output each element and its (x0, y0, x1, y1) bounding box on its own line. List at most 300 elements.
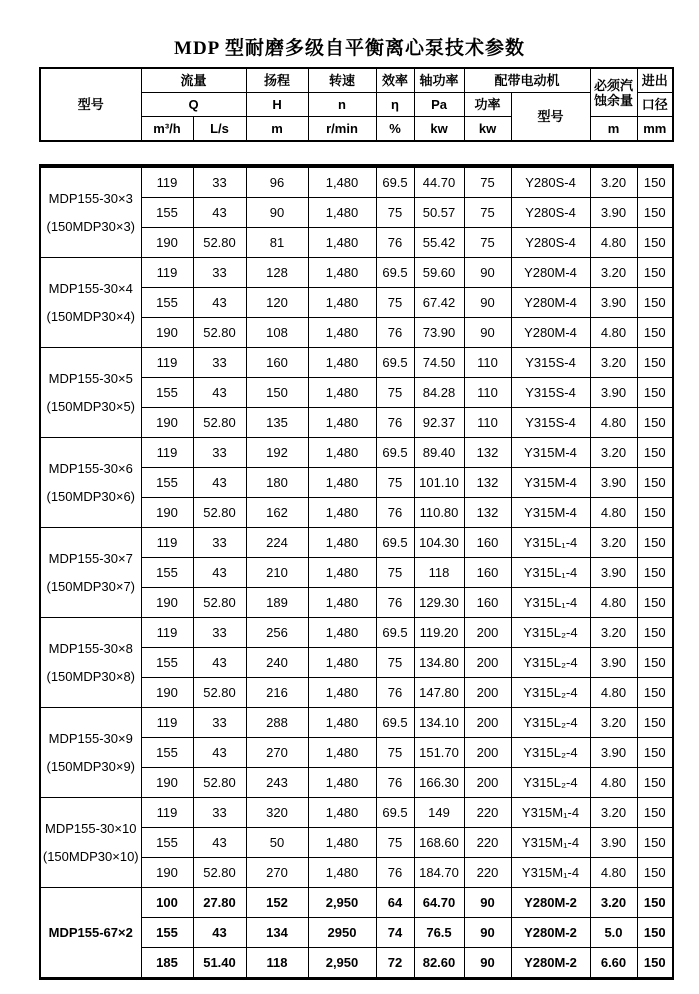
cell-port-mm: 150 (637, 258, 673, 288)
cell-npsh-m: 3.20 (590, 528, 637, 558)
cell-motor-power-kw: 132 (464, 498, 511, 528)
cell-flow-ls: 52.80 (193, 678, 246, 708)
cell-speed-rpm: 1,480 (308, 318, 376, 348)
cell-flow-m3h: 190 (141, 858, 193, 888)
cell-port-mm: 150 (637, 888, 673, 918)
cell-efficiency-pct: 76 (376, 858, 414, 888)
model-name: MDP155-30×6 (48, 460, 133, 476)
cell-head-m: 81 (246, 228, 308, 258)
cell-motor-power-kw: 220 (464, 798, 511, 828)
model-alt-name: (150MDP30×9) (46, 758, 136, 774)
cell-motor-power-kw: 220 (464, 828, 511, 858)
cell-speed-rpm: 1,480 (308, 198, 376, 228)
header-efficiency-symbol: η (376, 93, 414, 117)
cell-port-mm: 150 (637, 588, 673, 618)
cell-flow-m3h: 190 (141, 318, 193, 348)
cell-flow-ls: 43 (193, 198, 246, 228)
cell-motor-power-kw: 200 (464, 708, 511, 738)
cell-flow-ls: 52.80 (193, 498, 246, 528)
cell-flow-ls: 33 (193, 166, 246, 198)
header-efficiency-label: 效率 (376, 68, 414, 93)
cell-flow-ls: 33 (193, 438, 246, 468)
cell-motor-model: Y280M-4 (511, 318, 590, 348)
cell-motor-power-kw: 160 (464, 528, 511, 558)
header-npsh-line1: 必须汽 (594, 77, 634, 93)
cell-port-mm: 150 (637, 288, 673, 318)
cell-speed-rpm: 1,480 (308, 348, 376, 378)
header-head-label: 扬程 (246, 68, 308, 93)
cell-head-m: 320 (246, 798, 308, 828)
cell-motor-power-kw: 75 (464, 228, 511, 258)
cell-flow-ls: 33 (193, 528, 246, 558)
cell-port-mm: 150 (637, 378, 673, 408)
cell-flow-m3h: 119 (141, 618, 193, 648)
cell-efficiency-pct: 76 (376, 498, 414, 528)
cell-efficiency-pct: 69.5 (376, 438, 414, 468)
cell-motor-power-kw: 110 (464, 348, 511, 378)
cell-shaft-power-kw: 50.57 (414, 198, 464, 228)
cell-motor-model: Y280M-4 (511, 258, 590, 288)
header-motor-power-unit: kw (464, 117, 511, 142)
cell-shaft-power-kw: 147.80 (414, 678, 464, 708)
cell-efficiency-pct: 69.5 (376, 258, 414, 288)
cell-motor-model: Y315M₁-4 (511, 828, 590, 858)
cell-flow-ls: 52.80 (193, 588, 246, 618)
model-cell (40, 438, 141, 528)
cell-flow-ls: 43 (193, 378, 246, 408)
cell-motor-model: Y315M-4 (511, 498, 590, 528)
model-cell (40, 258, 141, 348)
cell-npsh-m: 3.90 (590, 378, 637, 408)
cell-speed-rpm: 1,480 (308, 858, 376, 888)
cell-port-mm: 150 (637, 738, 673, 768)
header-model-label: 型号 (40, 68, 141, 141)
cell-flow-m3h: 119 (141, 166, 193, 198)
model-name: MDP155-30×5 (48, 370, 133, 386)
cell-motor-power-kw: 200 (464, 648, 511, 678)
cell-shaft-power-kw: 104.30 (414, 528, 464, 558)
cell-speed-rpm: 1,480 (308, 738, 376, 768)
cell-efficiency-pct: 76 (376, 228, 414, 258)
cell-npsh-m: 3.20 (590, 348, 637, 378)
cell-npsh-m: 5.0 (590, 918, 637, 948)
cell-efficiency-pct: 69.5 (376, 528, 414, 558)
cell-flow-m3h: 119 (141, 528, 193, 558)
cell-speed-rpm: 1,480 (308, 438, 376, 468)
header-head-unit: m (246, 117, 308, 142)
cell-motor-power-kw: 160 (464, 558, 511, 588)
cell-port-mm: 150 (637, 166, 673, 198)
cell-flow-m3h: 119 (141, 708, 193, 738)
cell-npsh-m: 3.90 (590, 738, 637, 768)
cell-efficiency-pct: 75 (376, 288, 414, 318)
cell-motor-power-kw: 200 (464, 678, 511, 708)
cell-shaft-power-kw: 73.90 (414, 318, 464, 348)
cell-efficiency-pct: 64 (376, 888, 414, 918)
cell-port-mm: 150 (637, 228, 673, 258)
model-cell (40, 798, 141, 888)
cell-port-mm: 150 (637, 348, 673, 378)
header-npsh-unit: m (590, 117, 637, 142)
pump-table-body (40, 166, 673, 979)
cell-motor-model: Y315M₁-4 (511, 858, 590, 888)
header-efficiency-unit: % (376, 117, 414, 142)
cell-flow-ls: 52.80 (193, 768, 246, 798)
cell-port-mm: 150 (637, 408, 673, 438)
cell-motor-model: Y315L₂-4 (511, 648, 590, 678)
header-npsh-line2: 蚀余量 (594, 92, 634, 108)
cell-flow-ls: 43 (193, 918, 246, 948)
cell-npsh-m: 3.90 (590, 828, 637, 858)
cell-speed-rpm: 2950 (308, 918, 376, 948)
cell-speed-rpm: 1,480 (308, 648, 376, 678)
cell-port-mm: 150 (637, 318, 673, 348)
cell-head-m: 152 (246, 888, 308, 918)
header-motor-model-label: 型号 (511, 93, 590, 142)
cell-efficiency-pct: 69.5 (376, 798, 414, 828)
cell-motor-power-kw: 132 (464, 438, 511, 468)
cell-shaft-power-kw: 110.80 (414, 498, 464, 528)
cell-speed-rpm: 1,480 (308, 408, 376, 438)
model-cell (40, 618, 141, 708)
cell-motor-power-kw: 160 (464, 588, 511, 618)
cell-motor-model: Y280M-2 (511, 948, 590, 979)
cell-shaft-power-kw: 74.50 (414, 348, 464, 378)
cell-flow-ls: 52.80 (193, 318, 246, 348)
cell-head-m: 90 (246, 198, 308, 228)
model-name: MDP155-30×4 (48, 280, 133, 296)
cell-efficiency-pct: 69.5 (376, 166, 414, 198)
cell-flow-m3h: 155 (141, 828, 193, 858)
cell-shaft-power-kw: 134.80 (414, 648, 464, 678)
cell-npsh-m: 3.20 (590, 888, 637, 918)
cell-npsh-m: 4.80 (590, 318, 637, 348)
cell-npsh-m: 6.60 (590, 948, 637, 979)
cell-flow-ls: 33 (193, 708, 246, 738)
cell-speed-rpm: 1,480 (308, 798, 376, 828)
cell-flow-ls: 52.80 (193, 858, 246, 888)
cell-shaft-power-kw: 166.30 (414, 768, 464, 798)
header-port-line2: 口径 (637, 93, 673, 117)
model-name: MDP155-30×8 (48, 640, 133, 656)
model-alt-name: (150MDP30×5) (46, 398, 136, 414)
table-row (40, 528, 673, 558)
header-flow-symbol: Q (141, 93, 246, 117)
header-port-line1: 进出 (637, 68, 673, 93)
cell-npsh-m: 4.80 (590, 588, 637, 618)
cell-npsh-m: 3.90 (590, 198, 637, 228)
model-alt-name: (150MDP30×10) (42, 848, 139, 864)
cell-head-m: 192 (246, 438, 308, 468)
cell-efficiency-pct: 75 (376, 468, 414, 498)
cell-head-m: 210 (246, 558, 308, 588)
cell-speed-rpm: 1,480 (308, 166, 376, 198)
header-speed-label: 转速 (308, 68, 376, 93)
cell-head-m: 162 (246, 498, 308, 528)
cell-motor-model: Y315L₂-4 (511, 708, 590, 738)
cell-motor-power-kw: 110 (464, 408, 511, 438)
header-flow-label: 流量 (141, 68, 246, 93)
cell-head-m: 96 (246, 166, 308, 198)
cell-motor-model: Y315M-4 (511, 468, 590, 498)
cell-head-m: 240 (246, 648, 308, 678)
cell-motor-model: Y315S-4 (511, 348, 590, 378)
cell-motor-power-kw: 90 (464, 948, 511, 979)
model-cell (40, 166, 141, 258)
cell-motor-power-kw: 90 (464, 918, 511, 948)
cell-head-m: 216 (246, 678, 308, 708)
header-shaft-power-symbol: Pa (414, 93, 464, 117)
cell-shaft-power-kw: 118 (414, 558, 464, 588)
cell-port-mm: 150 (637, 948, 673, 979)
cell-motor-model: Y280M-2 (511, 888, 590, 918)
cell-port-mm: 150 (637, 828, 673, 858)
cell-shaft-power-kw: 168.60 (414, 828, 464, 858)
model-alt-name: (150MDP30×3) (46, 218, 136, 234)
cell-flow-ls: 33 (193, 258, 246, 288)
cell-shaft-power-kw: 59.60 (414, 258, 464, 288)
cell-flow-ls: 43 (193, 828, 246, 858)
cell-motor-model: Y315M-4 (511, 438, 590, 468)
cell-flow-m3h: 155 (141, 288, 193, 318)
cell-port-mm: 150 (637, 618, 673, 648)
cell-flow-m3h: 190 (141, 588, 193, 618)
cell-motor-model: Y280S-4 (511, 228, 590, 258)
cell-port-mm: 150 (637, 498, 673, 528)
cell-npsh-m: 3.20 (590, 708, 637, 738)
cell-flow-ls: 52.80 (193, 408, 246, 438)
table-row (40, 258, 673, 288)
cell-head-m: 160 (246, 348, 308, 378)
model-name: MDP155-30×10 (45, 820, 137, 836)
cell-head-m: 180 (246, 468, 308, 498)
cell-npsh-m: 4.80 (590, 408, 637, 438)
model-name: MDP155-67×2 (48, 924, 133, 940)
cell-shaft-power-kw: 119.20 (414, 618, 464, 648)
cell-npsh-m: 3.90 (590, 288, 637, 318)
cell-head-m: 270 (246, 738, 308, 768)
cell-flow-m3h: 155 (141, 468, 193, 498)
cell-head-m: 243 (246, 768, 308, 798)
cell-npsh-m: 4.80 (590, 768, 637, 798)
cell-flow-ls: 51.40 (193, 948, 246, 979)
cell-flow-m3h: 155 (141, 918, 193, 948)
cell-speed-rpm: 1,480 (308, 708, 376, 738)
cell-efficiency-pct: 74 (376, 918, 414, 948)
page-title: MDP 型耐磨多级自平衡离心泵技术参数 (174, 38, 525, 59)
cell-speed-rpm: 1,480 (308, 768, 376, 798)
cell-head-m: 108 (246, 318, 308, 348)
cell-efficiency-pct: 69.5 (376, 708, 414, 738)
cell-head-m: 135 (246, 408, 308, 438)
cell-efficiency-pct: 69.5 (376, 618, 414, 648)
cell-port-mm: 150 (637, 858, 673, 888)
cell-shaft-power-kw: 101.10 (414, 468, 464, 498)
cell-flow-m3h: 185 (141, 948, 193, 979)
cell-shaft-power-kw: 129.30 (414, 588, 464, 618)
model-cell (40, 528, 141, 618)
table-row (40, 166, 673, 198)
header-motor-power-label: 功率 (464, 93, 511, 117)
cell-motor-model: Y315L₁-4 (511, 588, 590, 618)
cell-npsh-m: 4.80 (590, 858, 637, 888)
cell-efficiency-pct: 75 (376, 198, 414, 228)
cell-flow-m3h: 155 (141, 738, 193, 768)
cell-head-m: 150 (246, 378, 308, 408)
cell-port-mm: 150 (637, 768, 673, 798)
cell-shaft-power-kw: 92.37 (414, 408, 464, 438)
cell-npsh-m: 3.20 (590, 438, 637, 468)
cell-shaft-power-kw: 151.70 (414, 738, 464, 768)
model-alt-name: (150MDP30×8) (46, 668, 136, 684)
cell-motor-model: Y315L₂-4 (511, 738, 590, 768)
model-cell (40, 888, 141, 979)
header-flow-unit-m3h: m³/h (141, 117, 193, 142)
cell-shaft-power-kw: 55.42 (414, 228, 464, 258)
pump-data-table (39, 164, 674, 980)
cell-efficiency-pct: 75 (376, 648, 414, 678)
cell-motor-power-kw: 132 (464, 468, 511, 498)
cell-flow-ls: 43 (193, 648, 246, 678)
header-npsh-label (590, 68, 637, 117)
model-name: MDP155-30×3 (48, 190, 133, 206)
cell-shaft-power-kw: 134.10 (414, 708, 464, 738)
cell-head-m: 256 (246, 618, 308, 648)
cell-npsh-m: 3.20 (590, 618, 637, 648)
cell-flow-m3h: 119 (141, 258, 193, 288)
cell-flow-m3h: 190 (141, 678, 193, 708)
cell-speed-rpm: 1,480 (308, 468, 376, 498)
cell-shaft-power-kw: 89.40 (414, 438, 464, 468)
cell-port-mm: 150 (637, 648, 673, 678)
cell-flow-ls: 27.80 (193, 888, 246, 918)
cell-efficiency-pct: 76 (376, 318, 414, 348)
model-name: MDP155-30×9 (48, 730, 133, 746)
cell-flow-m3h: 190 (141, 228, 193, 258)
cell-efficiency-pct: 76 (376, 408, 414, 438)
cell-motor-model: Y280M-2 (511, 918, 590, 948)
cell-shaft-power-kw: 82.60 (414, 948, 464, 979)
cell-flow-m3h: 190 (141, 768, 193, 798)
cell-head-m: 120 (246, 288, 308, 318)
cell-speed-rpm: 1,480 (308, 528, 376, 558)
cell-head-m: 288 (246, 708, 308, 738)
cell-flow-ls: 43 (193, 468, 246, 498)
model-cell (40, 708, 141, 798)
cell-efficiency-pct: 76 (376, 588, 414, 618)
cell-flow-ls: 33 (193, 798, 246, 828)
cell-npsh-m: 3.90 (590, 558, 637, 588)
cell-head-m: 118 (246, 948, 308, 979)
header-table (39, 67, 674, 142)
table-row (40, 618, 673, 648)
table-row (40, 348, 673, 378)
table-row (40, 438, 673, 468)
cell-head-m: 224 (246, 528, 308, 558)
cell-flow-ls: 43 (193, 738, 246, 768)
cell-motor-power-kw: 75 (464, 166, 511, 198)
cell-shaft-power-kw: 149 (414, 798, 464, 828)
cell-head-m: 50 (246, 828, 308, 858)
cell-speed-rpm: 1,480 (308, 558, 376, 588)
cell-port-mm: 150 (637, 198, 673, 228)
model-name: MDP155-30×7 (48, 550, 133, 566)
cell-npsh-m: 3.90 (590, 468, 637, 498)
cell-port-mm: 150 (637, 558, 673, 588)
cell-shaft-power-kw: 84.28 (414, 378, 464, 408)
cell-speed-rpm: 1,480 (308, 828, 376, 858)
cell-efficiency-pct: 76 (376, 678, 414, 708)
header-shaft-power-unit: kw (414, 117, 464, 142)
cell-motor-model: Y315S-4 (511, 408, 590, 438)
cell-npsh-m: 3.90 (590, 648, 637, 678)
cell-speed-rpm: 1,480 (308, 588, 376, 618)
header-port-unit: mm (637, 117, 673, 142)
cell-motor-model: Y280S-4 (511, 166, 590, 198)
cell-efficiency-pct: 75 (376, 738, 414, 768)
cell-flow-ls: 43 (193, 288, 246, 318)
cell-speed-rpm: 2,950 (308, 948, 376, 979)
cell-motor-model: Y315L₂-4 (511, 678, 590, 708)
cell-motor-power-kw: 220 (464, 858, 511, 888)
cell-head-m: 189 (246, 588, 308, 618)
cell-motor-model: Y280M-4 (511, 288, 590, 318)
cell-speed-rpm: 1,480 (308, 378, 376, 408)
cell-flow-m3h: 190 (141, 498, 193, 528)
cell-flow-m3h: 155 (141, 198, 193, 228)
header-flow-unit-ls: L/s (193, 117, 246, 142)
cell-efficiency-pct: 75 (376, 558, 414, 588)
cell-speed-rpm: 2,950 (308, 888, 376, 918)
cell-motor-model: Y315S-4 (511, 378, 590, 408)
cell-motor-model: Y280S-4 (511, 198, 590, 228)
cell-motor-power-kw: 90 (464, 288, 511, 318)
cell-motor-model: Y315L₂-4 (511, 618, 590, 648)
cell-shaft-power-kw: 76.5 (414, 918, 464, 948)
header-shaft-power-label: 轴功率 (414, 68, 464, 93)
cell-speed-rpm: 1,480 (308, 228, 376, 258)
cell-flow-m3h: 155 (141, 648, 193, 678)
cell-efficiency-pct: 72 (376, 948, 414, 979)
cell-motor-power-kw: 90 (464, 888, 511, 918)
cell-shaft-power-kw: 67.42 (414, 288, 464, 318)
cell-port-mm: 150 (637, 708, 673, 738)
cell-npsh-m: 3.20 (590, 798, 637, 828)
cell-speed-rpm: 1,480 (308, 618, 376, 648)
model-cell (40, 348, 141, 438)
cell-speed-rpm: 1,480 (308, 288, 376, 318)
cell-port-mm: 150 (637, 528, 673, 558)
cell-speed-rpm: 1,480 (308, 498, 376, 528)
cell-port-mm: 150 (637, 438, 673, 468)
header-motor-label: 配带电动机 (464, 68, 590, 93)
cell-port-mm: 150 (637, 468, 673, 498)
table-row (40, 798, 673, 828)
cell-flow-ls: 33 (193, 348, 246, 378)
cell-flow-m3h: 119 (141, 348, 193, 378)
cell-motor-power-kw: 200 (464, 618, 511, 648)
cell-motor-model: Y315L₁-4 (511, 528, 590, 558)
cell-npsh-m: 4.80 (590, 678, 637, 708)
cell-flow-ls: 33 (193, 618, 246, 648)
cell-npsh-m: 4.80 (590, 228, 637, 258)
table-row (40, 888, 673, 918)
cell-motor-power-kw: 75 (464, 198, 511, 228)
cell-npsh-m: 4.80 (590, 498, 637, 528)
cell-flow-ls: 43 (193, 558, 246, 588)
table-row (40, 708, 673, 738)
header-head-symbol: H (246, 93, 308, 117)
